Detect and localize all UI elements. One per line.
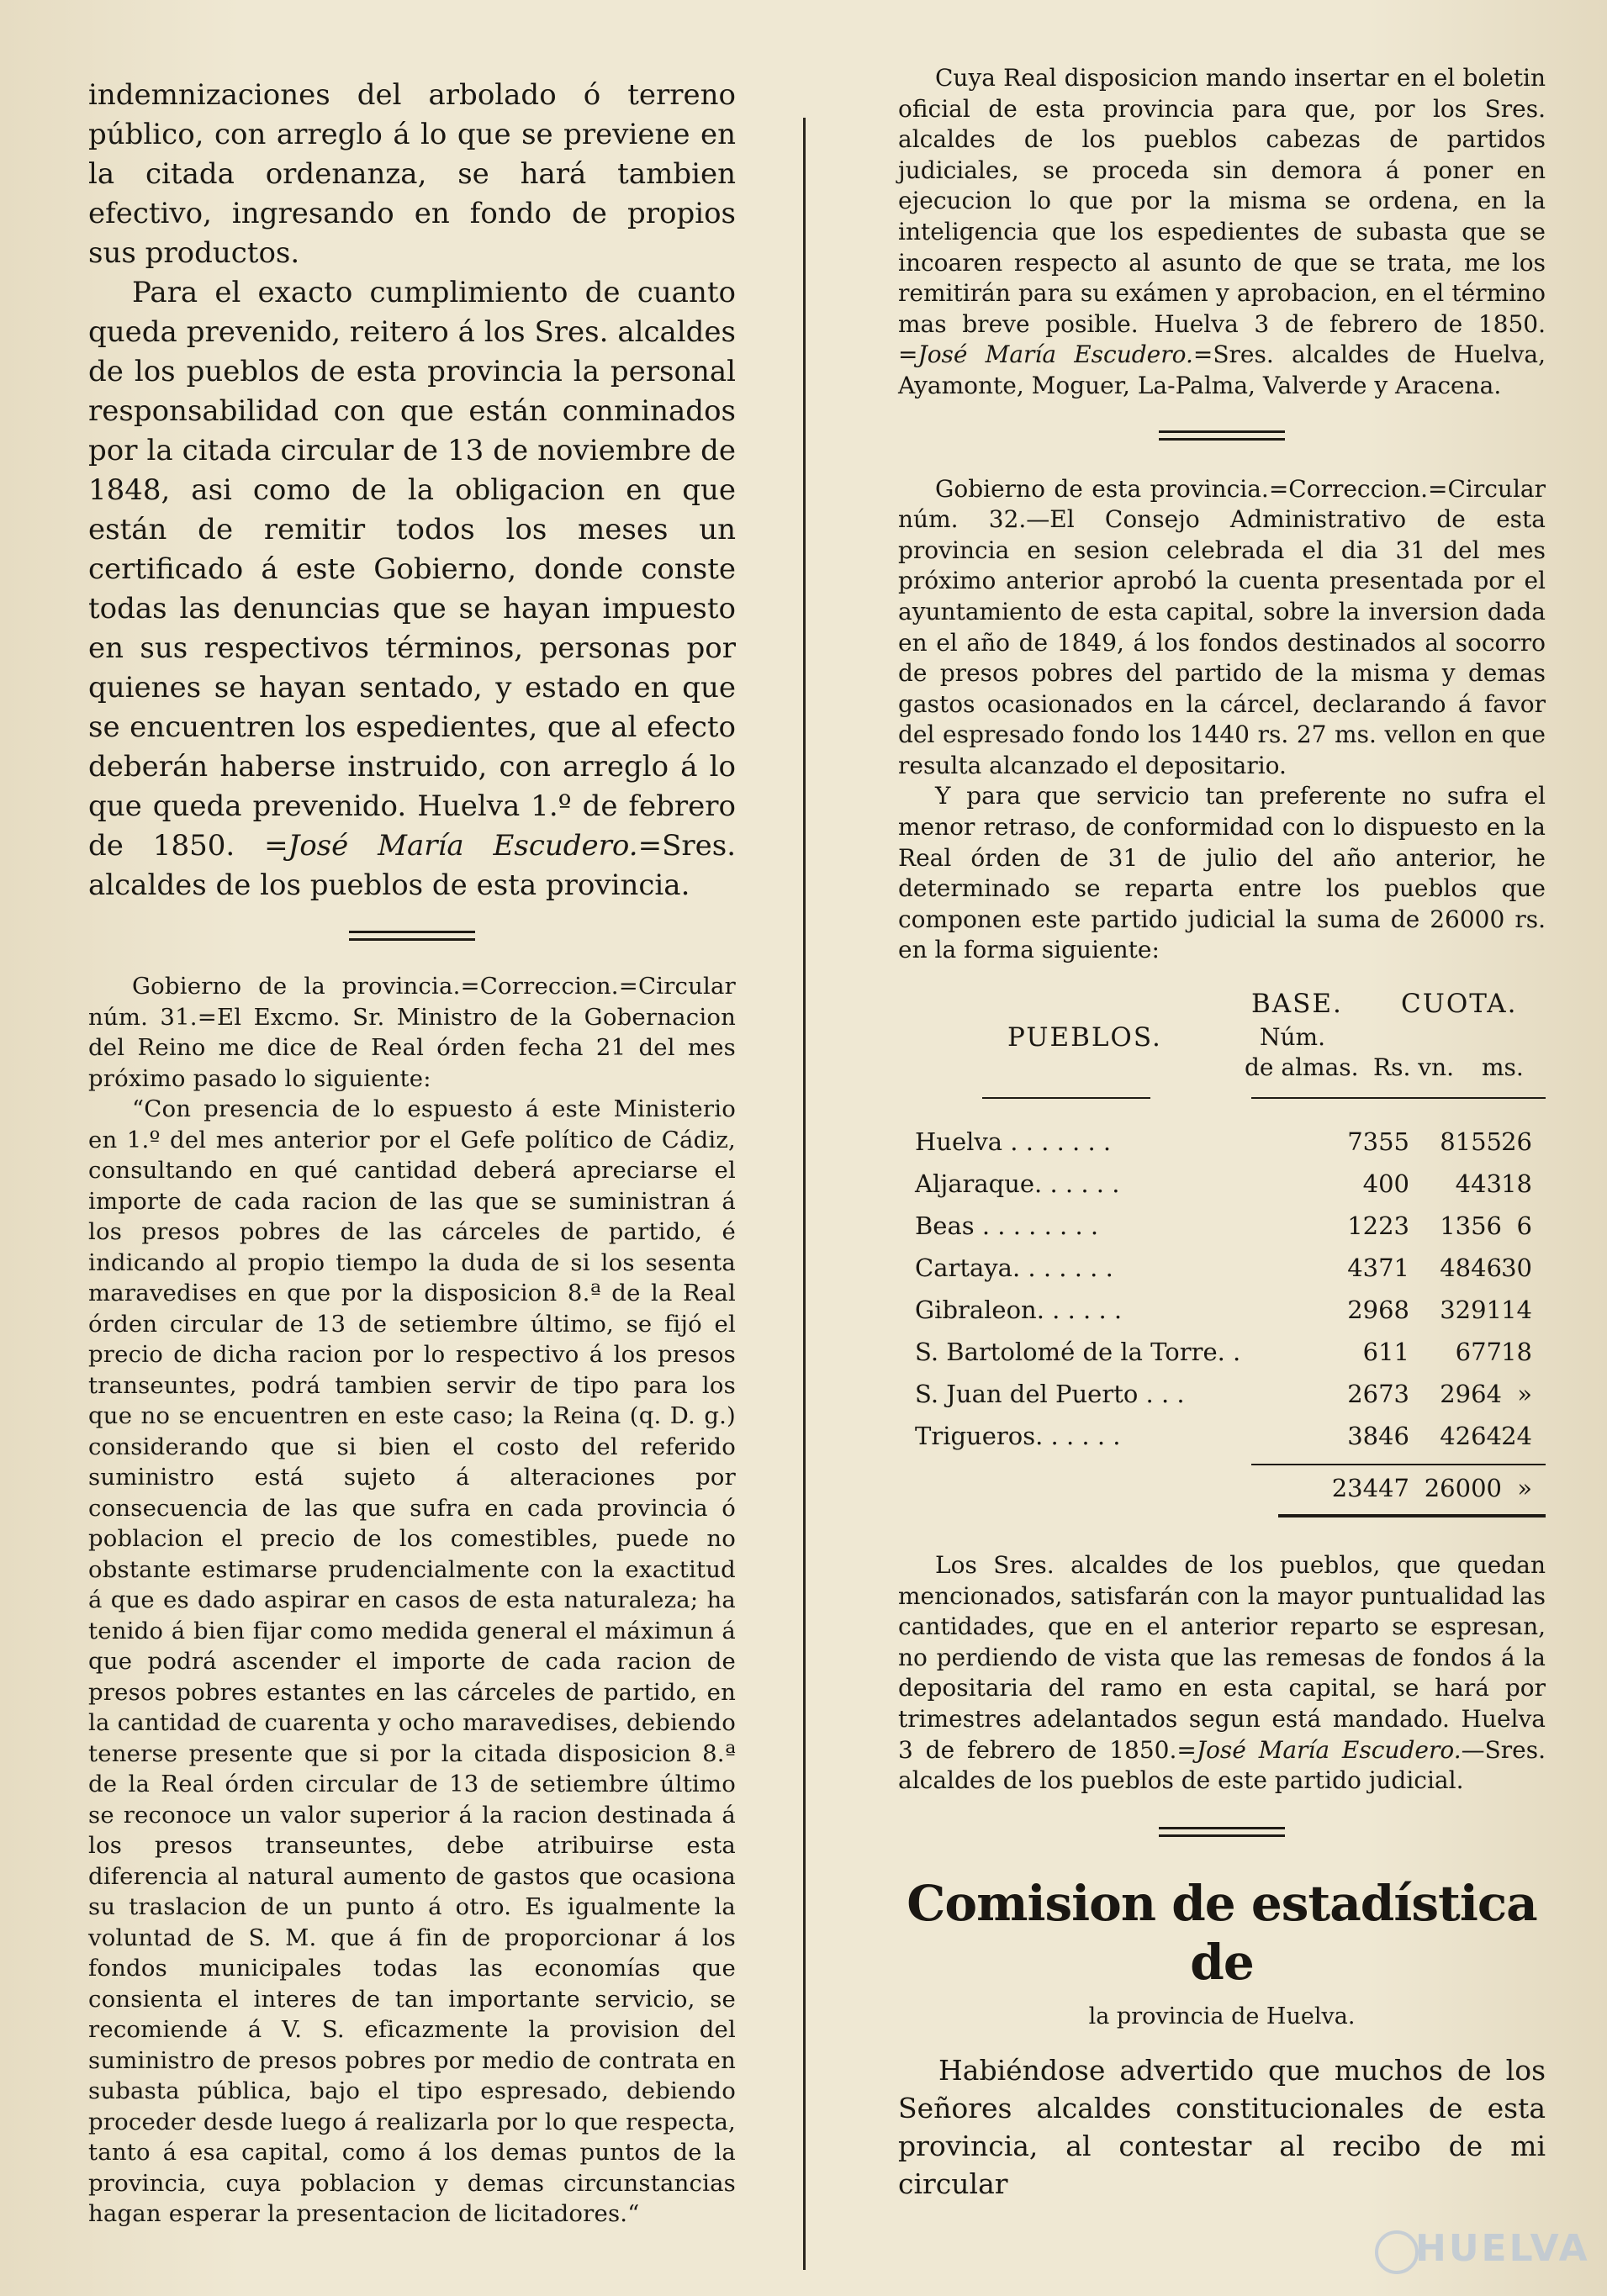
row-ms: 18	[1501, 1169, 1532, 1199]
row-ms: »	[1517, 1380, 1532, 1409]
table-head-rsvn: Rs. vn.	[1373, 1053, 1455, 1082]
paragraph-real-disposicion-text: Cuya Real disposicion mando insertar en el boletin oficial de esta provincia para que, por los Sres. alcaldes de los pueblos cabezas de partidos judiciales, se proceda sin demora á poner en ejecucion lo que por la misma se ordena, en la inteligencia que los espedientes de subasta que se incoaren respecto al asunto de que se trata, me los remitirán para su exámen y aprobacion, en el término mas breve posible. Huelva 3 de febrero de 1850. =	[898, 64, 1546, 369]
section-heading: Comision de estadística de	[907, 1874, 1537, 1991]
row-rs: 3291	[1440, 1296, 1502, 1325]
row-ms: 18	[1501, 1338, 1532, 1367]
row-pueblo: S. Bartolomé de la Torre. .	[915, 1338, 1241, 1367]
table-row	[898, 1296, 1546, 1338]
row-pueblo: Huelva . . . . . . .	[915, 1127, 1112, 1157]
table-row	[898, 1422, 1546, 1464]
row-base: 4371	[1347, 1254, 1409, 1283]
row-pueblo: Aljaraque. . . . . .	[915, 1169, 1120, 1199]
reparto-table	[898, 983, 1546, 1525]
table-rule	[1251, 1097, 1546, 1099]
signature-escudero-3: José María Escudero.	[1196, 1735, 1462, 1764]
paragraph-ordenanza: indemnizaciones del arbolado ó terreno público, con arreglo á lo que se previene en la citada ordenanza, se hará tambien efectivo, ingresando en fondo de propios sus productos.	[88, 78, 736, 270]
table-total-row	[898, 1474, 1546, 1516]
row-pueblo: S. Juan del Puerto . . .	[915, 1380, 1185, 1409]
seal-icon	[1375, 2230, 1419, 2274]
addressee-1: =Sres. alcaldes de los pueblos de esta provincia.	[88, 829, 737, 902]
row-base: 7355	[1347, 1127, 1409, 1157]
table-row	[898, 1338, 1546, 1380]
table-row	[898, 1211, 1546, 1254]
table-head-cuota: CUOTA.	[1401, 989, 1518, 1020]
circular-32-body: Y para que servicio tan preferente no sufra el menor retraso, de conformidad con lo dispuesto en la Real órden de 31 de julio del año anterior, he determinado se reparta entre los pueblos que componen este partido judicial la suma de 26000 rs. en la forma siguiente:	[898, 782, 1546, 964]
row-ms: 14	[1501, 1296, 1532, 1325]
signature-escudero-1: José María Escudero.	[288, 829, 638, 863]
row-pueblo: Beas . . . . . . . .	[915, 1211, 1099, 1241]
separator-rule	[349, 931, 475, 941]
total-base: 23447	[1331, 1474, 1409, 1503]
row-rs: 1356	[1440, 1211, 1502, 1241]
table-row	[898, 1127, 1546, 1169]
addressee-3: —Sres. alcaldes de los pueblos de este partido judicial.	[898, 1735, 1546, 1795]
table-row	[898, 1169, 1546, 1211]
separator-rule	[1159, 1827, 1285, 1837]
right-column	[898, 63, 1546, 2203]
circular-32-header: Gobierno de esta provincia.=Correccion.=Circular núm. 32.—El Consejo Administrativo de esta provincia en sesion celebrada el dia 31 del mes próximo anterior aprobó la cuenta presentada por el ayuntamiento de esta capital, sobre la inversion dada en el año de 1849, á los fondos destinados al socorro de presos pobres del partido de la misma y demas gastos ocasionados en la cárcel, declarando á favor del espresado fondo los 1440 rs. 27 ms. vellon en que resulta alcanzado el depositario.	[898, 474, 1546, 779]
table-head-num: Núm.	[1260, 1023, 1325, 1052]
row-rs: 4264	[1440, 1422, 1502, 1451]
table-row	[898, 1254, 1546, 1296]
row-ms: 6	[1516, 1211, 1532, 1241]
total-ms: »	[1517, 1474, 1532, 1503]
signature-escudero-2: José María Escudero.	[917, 340, 1193, 369]
section-subheading: la provincia de Huelva.	[1088, 2003, 1356, 2029]
row-rs: 677	[1455, 1338, 1502, 1367]
paragraph-real-disposicion	[898, 63, 1546, 402]
paragraph-remesas	[898, 1550, 1546, 1797]
row-ms: 24	[1501, 1422, 1532, 1451]
table-head-pueblos: PUEBLOS.	[1007, 1022, 1162, 1053]
row-pueblo: Trigueros. . . . . .	[915, 1422, 1121, 1451]
row-base: 611	[1362, 1338, 1409, 1367]
table-rule	[1251, 1464, 1546, 1465]
table-row	[898, 1380, 1546, 1422]
table-head-almas: de almas.	[1245, 1053, 1359, 1082]
row-rs: 2964	[1440, 1380, 1502, 1409]
row-rs: 4846	[1440, 1254, 1502, 1283]
separator-rule	[1159, 430, 1285, 441]
addressee-2: =Sres. alcaldes de Huelva, Ayamonte, Moguer, La-Palma, Valverde y Aracena.	[898, 340, 1546, 399]
row-ms: 30	[1501, 1254, 1532, 1283]
row-pueblo: Cartaya. . . . . . .	[915, 1254, 1113, 1283]
left-column	[88, 76, 736, 2230]
column-divider	[803, 118, 806, 2270]
paragraph-cumplimiento	[88, 273, 736, 905]
total-rs: 26000	[1424, 1474, 1502, 1503]
archive-watermark	[1415, 2227, 1590, 2278]
table-rule	[982, 1097, 1150, 1099]
row-rs: 8155	[1440, 1127, 1502, 1157]
table-total-rule	[1278, 1514, 1546, 1517]
watermark-text: HUELVA	[1415, 2227, 1590, 2270]
circular-31-header: Gobierno de la provincia.=Correccion.=Circular núm. 31.=El Excmo. Sr. Ministro de la Gobernacion del Reino me dice de Real órden fecha 21 del mes próximo pasado lo siguiente:	[88, 973, 736, 1092]
row-rs: 443	[1455, 1169, 1502, 1199]
row-base: 2673	[1347, 1380, 1409, 1409]
row-ms: 26	[1501, 1127, 1532, 1157]
circular-31-body: “Con presencia de lo espuesto á este Ministerio en 1.º del mes anterior por el Gefe político de Cádiz, consultando en qué cantidad deberá apreciarse el importe de cada racion de las que se suministran á los presos pobres de las cárceles de partido, é indicando al propio tiempo la duda de si los sesenta maravedises en que por la disposicion 8.ª de la Real órden circular de 13 de setiembre último, se fijó el precio de dicha racion por lo respectivo á los presos transeuntes, podrá tambien servir de tipo para los que no se encuentren en este caso; la Reina (q. D. g.) considerando que si bien el costo del referido suministro está sujeto á alteraciones por consecuencia de las que sufra en cada provincia ó poblacion el precio de los comestibles, puede no obstante estimarse prudencialmente con la exactitud á que es dado aspirar en casos de esta naturaleza; ha tenido á bien fijar como medida general el máximun á que podrá ascender el importe de cada racion de presos pobres estantes en las cárceles de partido, en la cantidad de cuarenta y ocho maravedises, debiendo tenerse presente que si por la citada disposicion 8.ª de la Real órden circular de 13 de setiembre último se reconoce un valor superior á la racion destinada á los presos transeuntes, debe atribuirse esta diferencia al natural aumento de gastos que ocasiona su traslacion de un punto á otro. Es igualmente la voluntad de S. M. que á fin de proporcionar á los fondos municipales todas las economías que consienta el interes de tan importante servicio, se recomiende á V. S. eficazmente la provision del suministro de presos pobres por medio de contrata en subasta pública, bajo el tipo espresado, debiendo proceder desde luego á realizarla por lo que respecta, tanto á esa capital, como á los demas puntos de la provincia, cuya poblacion y demas circunstancias hagan esperar la presentacion de licitadores.“	[88, 1095, 736, 2227]
paragraph-cumplimiento-text: Para el exacto cumplimiento de cuanto queda prevenido, reitero á los Sres. alcaldes de los pueblos de esta provincia la personal responsabilidad con que están conminados por la citada circular de 13 de noviembre de 1848, asi como de la obligacion en que están de remitir todos los meses un certificado á este Gobierno, donde conste todas las denuncias que se hayan impuesto en sus respectivos términos, personas por quienes se hayan sentado, y estado en que se encuentren los espedientes, que al efecto deberán haberse instruido, con arreglo á lo que queda prevenido. Huelva 1.º de febrero de 1850. =	[88, 276, 736, 863]
row-base: 400	[1362, 1169, 1409, 1199]
row-base: 3846	[1347, 1422, 1409, 1451]
table-head-ms: ms.	[1482, 1053, 1524, 1082]
paragraph-remesas-text: Los Sres. alcaldes de los pueblos, que quedan mencionados, satisfarán con la mayor puntualidad las cantidades, que en el anterior reparto se espresan, no perdiendo de vista que las remesas de fondos á la depositaria del ramo en esta capital, se hará por trimestres adelantados segun está mandado. Huelva 3 de febrero de 1850.=	[898, 1551, 1546, 1764]
row-pueblo: Gibraleon. . . . . .	[915, 1296, 1123, 1325]
row-base: 1223	[1347, 1211, 1409, 1241]
paragraph-estadistica: Habiéndose advertido que muchos de los Señores alcaldes constitucionales de esta provincia, al contestar al recibo de mi circular	[898, 2053, 1546, 2200]
row-base: 2968	[1347, 1296, 1409, 1325]
table-head-base: BASE.	[1251, 989, 1343, 1020]
